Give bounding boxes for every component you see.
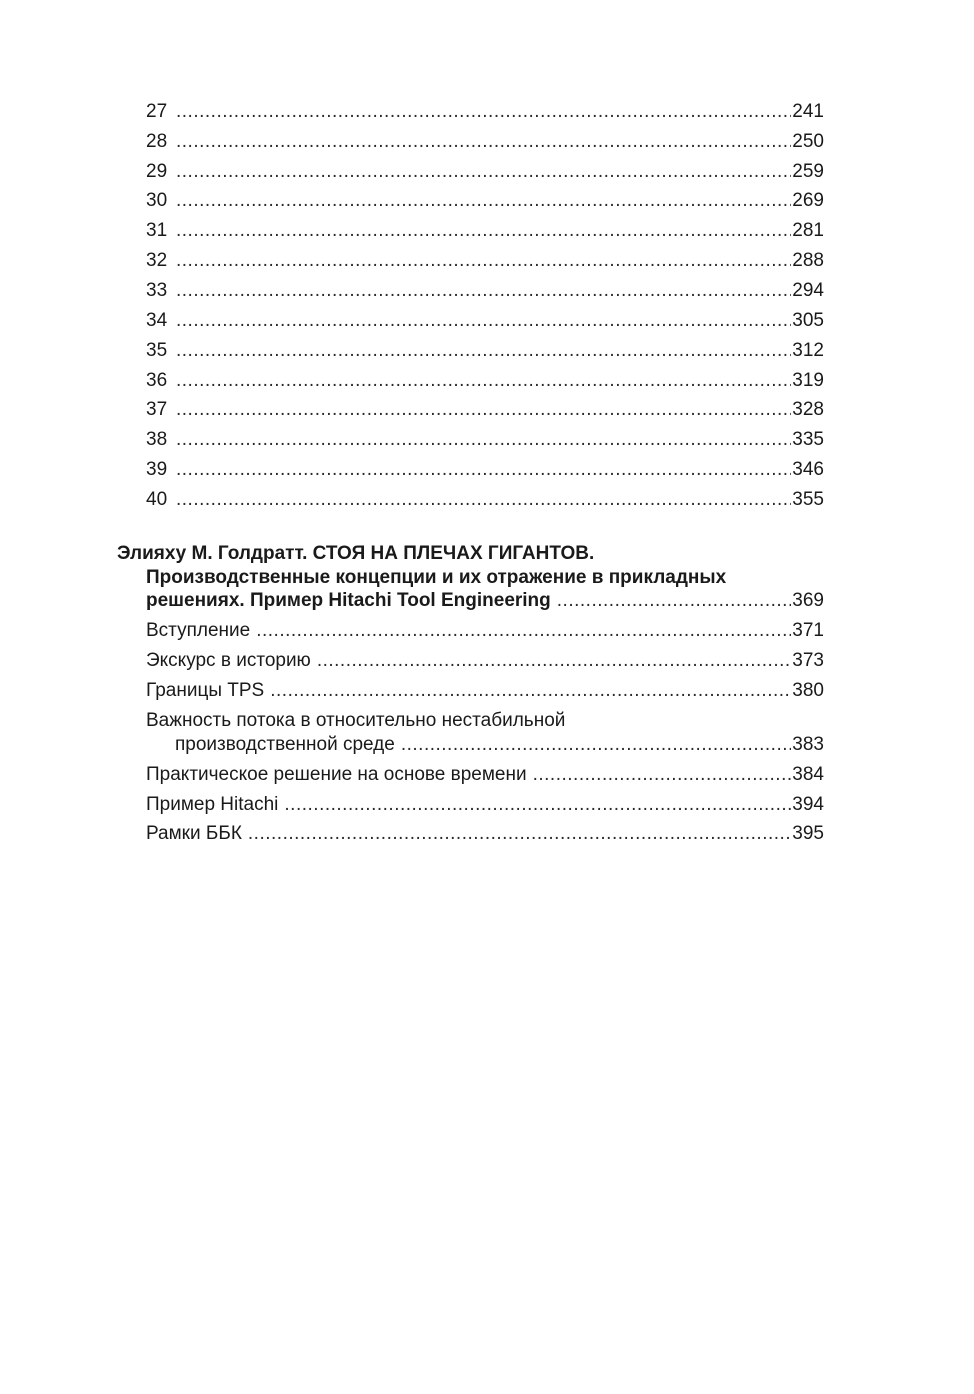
section-title: Экскурс в историю — [146, 650, 311, 671]
toc-chapter-row — [146, 458, 824, 482]
section-title-line1: Важность потока в относительно нестабильной — [146, 710, 566, 731]
page-number: 335 — [792, 429, 824, 450]
page-number: 294 — [792, 280, 824, 301]
toc-section-row — [146, 679, 824, 703]
page-number: 241 — [792, 101, 824, 122]
toc-chapter-row — [146, 339, 824, 363]
chapter-number: 27 — [146, 101, 168, 122]
page-number: 328 — [792, 399, 824, 420]
toc-section-row — [146, 649, 824, 673]
section-title-line2: производственной среде — [175, 734, 395, 755]
section-title: Практическое решение на основе времени — [146, 764, 527, 785]
section-title: Вступление — [146, 620, 251, 641]
dot-leader — [176, 249, 791, 273]
essay-author-title: Элияху М. Голдратт. СТОЯ НА ПЛЕЧАХ ГИГАНТОВ. — [117, 543, 595, 564]
section-title: Пример Hitachi — [146, 794, 279, 815]
page-number: 394 — [792, 794, 824, 815]
page-number: 319 — [792, 370, 824, 391]
page-number: 281 — [792, 220, 824, 241]
toc-section-row — [146, 793, 824, 817]
dot-leader — [284, 793, 791, 817]
page-number: 250 — [792, 131, 824, 152]
dot-leader — [176, 428, 791, 452]
page-number: 288 — [792, 250, 824, 271]
page-number: 269 — [792, 190, 824, 211]
toc-chapter-row — [146, 100, 824, 124]
page-number: 384 — [792, 764, 824, 785]
dot-leader — [176, 189, 791, 213]
dot-leader — [176, 100, 791, 124]
dot-leader — [248, 822, 791, 846]
chapter-number: 32 — [146, 250, 168, 271]
page-number: 395 — [792, 823, 824, 844]
chapter-number: 40 — [146, 489, 168, 510]
toc-section-row — [146, 822, 824, 846]
page-number: 371 — [792, 620, 824, 641]
essay-subtitle-row — [146, 589, 824, 613]
chapter-number: 34 — [146, 310, 168, 331]
toc-chapter-row — [146, 428, 824, 452]
dot-leader — [176, 219, 791, 243]
essay-subtitle-line2: решениях. Пример Hitachi Tool Engineering — [146, 590, 551, 611]
toc-section-row — [175, 733, 824, 757]
section-title: Рамки ББК — [146, 823, 242, 844]
toc-chapter-row — [146, 309, 824, 333]
toc-chapter-row — [146, 189, 824, 213]
page-number: 312 — [792, 340, 824, 361]
toc-chapter-row — [146, 160, 824, 184]
toc-section-row — [146, 763, 824, 787]
chapter-number: 35 — [146, 340, 168, 361]
dot-leader — [176, 458, 791, 482]
dot-leader — [176, 339, 791, 363]
page-number: 355 — [792, 489, 824, 510]
page-number: 369 — [792, 590, 824, 611]
dot-leader — [317, 649, 791, 673]
essay-subtitle-line1: Производственные концепции и их отражение в прикладных — [146, 567, 727, 588]
dot-leader — [533, 763, 792, 787]
toc-chapter-row — [146, 249, 824, 273]
dot-leader — [270, 679, 791, 703]
dot-leader — [256, 619, 791, 643]
chapter-number: 33 — [146, 280, 168, 301]
page-number: 259 — [792, 161, 824, 182]
dot-leader — [176, 160, 791, 184]
toc-chapter-row — [146, 130, 824, 154]
dot-leader — [176, 488, 791, 512]
section-title: Границы TPS — [146, 680, 265, 701]
chapter-number: 30 — [146, 190, 168, 211]
chapter-number: 28 — [146, 131, 168, 152]
page-number: 383 — [792, 734, 824, 755]
toc-section-row — [146, 619, 824, 643]
dot-leader — [176, 130, 791, 154]
chapter-number: 31 — [146, 220, 168, 241]
page-number: 305 — [792, 310, 824, 331]
dot-leader — [401, 733, 791, 757]
page-number: 380 — [792, 680, 824, 701]
dot-leader — [557, 589, 792, 613]
dot-leader — [176, 279, 791, 303]
toc-chapter-row — [146, 219, 824, 243]
dot-leader — [176, 309, 791, 333]
dot-leader — [176, 369, 791, 393]
toc-chapter-row — [146, 398, 824, 422]
toc-chapter-row — [146, 369, 824, 393]
page-number: 373 — [792, 650, 824, 671]
chapter-number: 39 — [146, 459, 168, 480]
chapter-number: 29 — [146, 161, 168, 182]
dot-leader — [176, 398, 791, 422]
chapter-number: 36 — [146, 370, 168, 391]
chapter-number: 38 — [146, 429, 168, 450]
chapter-number: 37 — [146, 399, 168, 420]
toc-chapter-row — [146, 279, 824, 303]
toc-chapter-row — [146, 488, 824, 512]
page-number: 346 — [792, 459, 824, 480]
